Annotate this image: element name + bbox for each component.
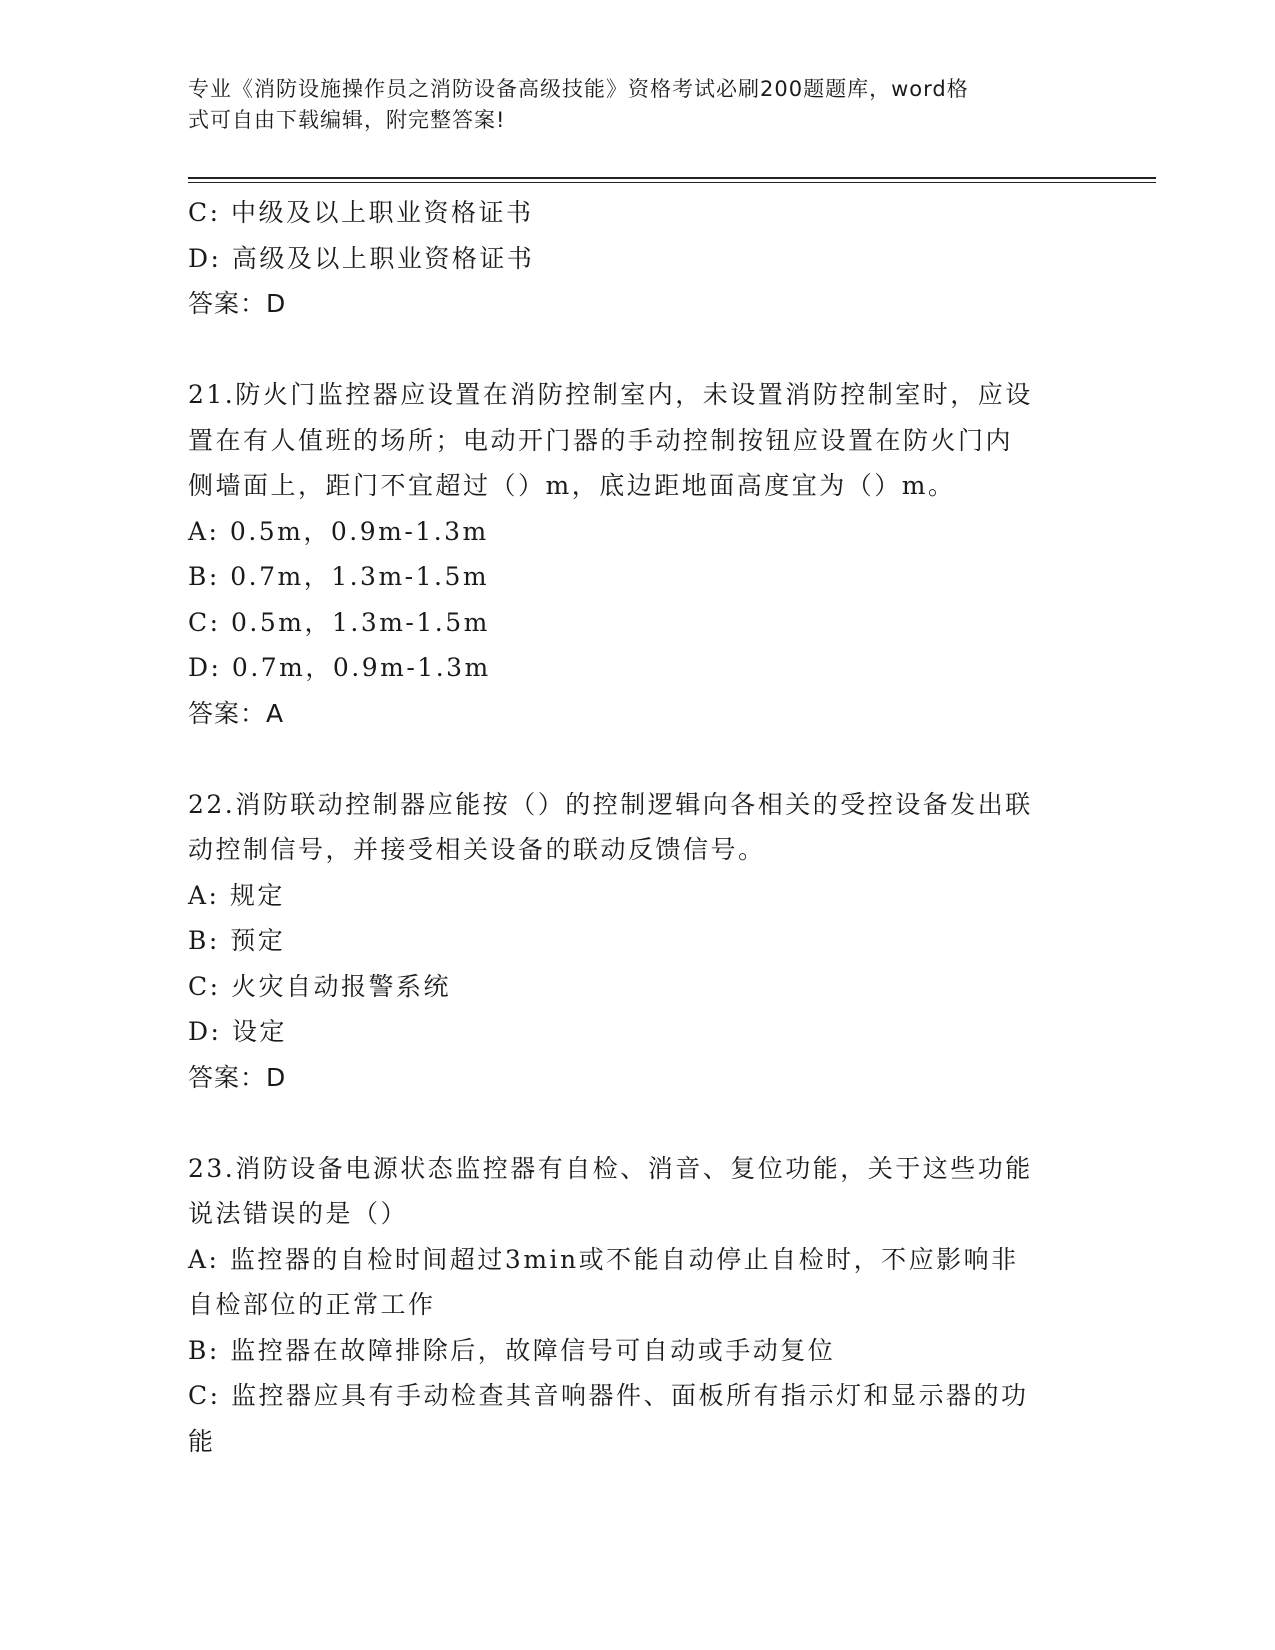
question-20-tail <box>188 190 1088 327</box>
header-divider-thick <box>188 177 1156 179</box>
answer-line: 答案：D <box>188 289 287 318</box>
header-line-1: 专业《消防设施操作员之消防设备高级技能》资格考试必刷200题题库，word格 <box>188 77 969 101</box>
question-stem-line: 动控制信号，并接受相关设备的联动反馈信号。 <box>188 835 766 864</box>
question-22 <box>188 782 1088 1101</box>
question-stem-line: 21.防火门监控器应设置在消防控制室内，未设置消防控制室时，应设 <box>188 380 1033 409</box>
option-c: C: 中级及以上职业资格证书 <box>188 198 534 227</box>
question-stem-line: 23.消防设备电源状态监控器有自检、消音、复位功能，关于这些功能 <box>188 1153 1033 1183</box>
question-23 <box>188 1146 1088 1465</box>
option-b: B: 预定 <box>188 926 286 955</box>
option-a: A: 监控器的自检时间超过3min或不能自动停止自检时，不应影响非 <box>188 1244 1019 1274</box>
spacer <box>188 736 1088 782</box>
spacer <box>188 327 1088 373</box>
option-c: C: 监控器应具有手动检查其音响器件、面板所有指示灯和显示器的功 <box>188 1381 1029 1410</box>
document-header <box>188 74 1068 136</box>
option-a: A: 规定 <box>188 880 285 910</box>
option-b: B: 0.7m，1.3m-1.5m <box>188 562 490 591</box>
option-a: A: 0.5m，0.9m-1.3m <box>188 516 489 546</box>
header-divider-thin <box>188 182 1156 183</box>
question-stem-line: 说法错误的是（） <box>188 1199 409 1228</box>
header-line-2: 式可自由下载编辑，附完整答案! <box>188 108 506 132</box>
answer-line: 答案：D <box>188 1062 287 1092</box>
option-b: B: 监控器在故障排除后，故障信号可自动或手动复位 <box>188 1335 836 1365</box>
option-c: C: 火灾自动报警系统 <box>188 971 451 1001</box>
question-stem-line: 侧墙面上，距门不宜超过（）m，底边距地面高度宜为（）m。 <box>188 471 956 500</box>
question-21 <box>188 372 1088 736</box>
question-stem-line: 22.消防联动控制器应能按（）的控制逻辑向各相关的受控设备发出联 <box>188 789 1033 819</box>
option-d: D: 0.7m，0.9m-1.3m <box>188 653 491 682</box>
question-stem-line: 置在有人值班的场所；电动开门器的手动控制按钮应设置在防火门内 <box>188 425 1014 455</box>
answer-line: 答案：A <box>188 698 285 728</box>
option-a-continuation: 自检部位的正常工作 <box>188 1290 436 1319</box>
question-list <box>188 190 1088 1464</box>
spacer <box>188 1100 1088 1146</box>
option-c: C: 0.5m，1.3m-1.5m <box>188 607 490 637</box>
option-c-continuation: 能 <box>188 1426 216 1456</box>
option-d: D: 设定 <box>188 1017 287 1046</box>
option-d: D: 高级及以上职业资格证书 <box>188 243 535 273</box>
